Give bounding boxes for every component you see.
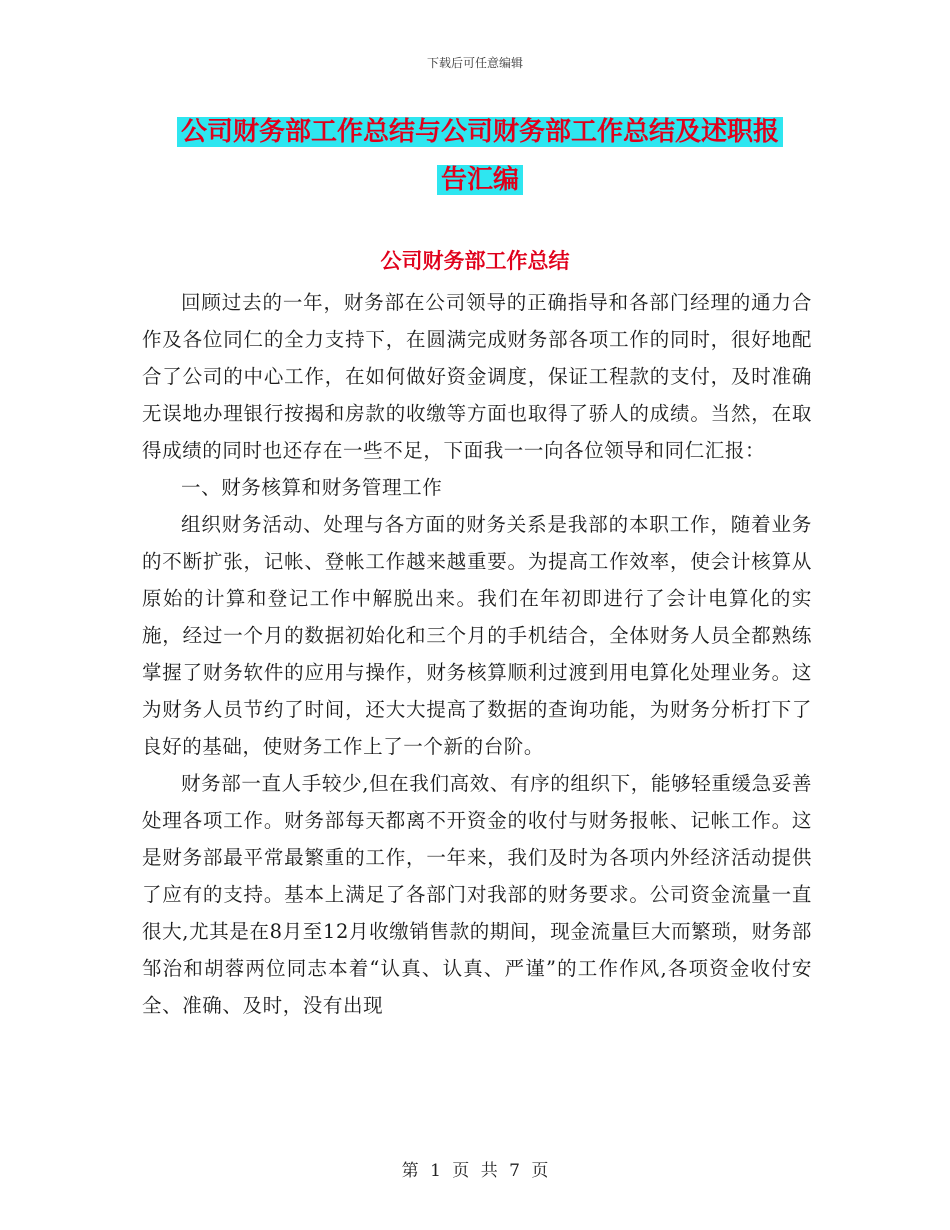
document-title-line-1: 公司财务部工作总结与公司财务部工作总结及述职报: [177, 117, 783, 147]
document-title-line-2: 告汇编: [437, 165, 523, 195]
section-title: 公司财务部工作总结: [380, 249, 570, 273]
document-title: [140, 108, 820, 204]
paragraph-staffing: 财务部一直人手较少,但在我们高效、有序的组织下，能够轻重缓急妥善处理各项工作。财务部每天都离不开资金的收付与财务报帐、记帐工作。这是财务部最平常最繁重的工作，一年来，我们及时为各项内外经济活动提供了应有的支持。基本上满足了各部门对我部的财务要求。公司资金流量一直很大,尤其是在8月至12月收缴销售款的期间，现金流量巨大而繁琐，财务部邹治和胡蓉两位同志本着“认真、认真、严谨”的工作作风,各项资金收付安全、准确、及时，没有出现: [142, 772, 812, 1017]
body-text: [142, 284, 812, 1024]
paragraph-heading-1: 一、财务核算和财务管理工作: [181, 476, 443, 499]
paragraph-intro: 回顾过去的一年，财务部在公司领导的正确指导和各部门经理的通力合作及各位同仁的全力支持下，在圆满完成财务部各项工作的同时，很好地配合了公司的中心工作，在如何做好资金调度，保证工程款的支付，及时准确无误地办理银行按揭和房款的收缴等方面也取得了骄人的成绩。当然，在取得成绩的同时也还存在一些不足，下面我一一向各位领导和同仁汇报：: [142, 291, 812, 462]
paragraph-accounting: 组织财务活动、处理与各方面的财务关系是我部的本职工作，随着业务的不断扩张，记帐、登帐工作越来越重要。为提高工作效率，使会计核算从原始的计算和登记工作中解脱出来。我们在年初即进行了会计电算化的实施，经过一个月的数据初始化和三个月的手机结合，全体财务人员全都熟练掌握了财务软件的应用与操作，财务核算顺利过渡到用电算化处理业务。这为财务人员节约了时间，还大大提高了数据的查询功能，为财务分析打下了良好的基础，使财务工作上了一个新的台阶。: [142, 513, 812, 758]
header-note: 下载后可任意编辑: [426, 56, 523, 70]
page-number: 第 1 页 共 7 页: [401, 1161, 549, 1181]
